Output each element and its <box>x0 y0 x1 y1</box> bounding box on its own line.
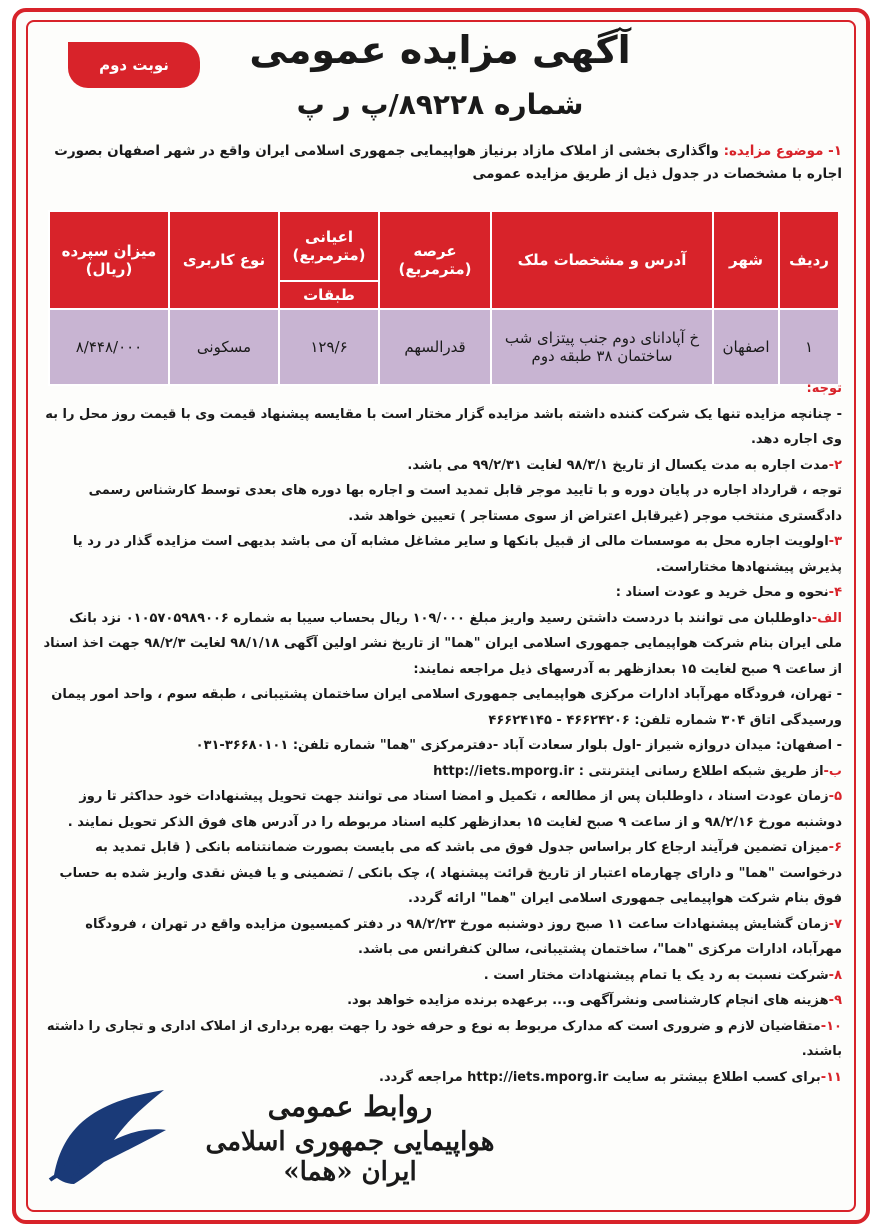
note-2-label: ۲- <box>828 457 842 473</box>
note-7-label: ۷- <box>828 916 842 932</box>
property-table <box>48 210 840 386</box>
header-ayani: اعیانی (مترمربع) <box>279 211 379 281</box>
note-5-label: ۵- <box>828 789 842 804</box>
cell-radif: ۱ <box>779 309 839 385</box>
note-10 <box>40 1014 842 1065</box>
notice-number: شماره ۸۹۲۲۸/پ ر پ <box>296 88 584 121</box>
cell-address: خ آپادانای دوم جنب پیتزای شب ساختمان ۳۸ طبقه دوم <box>491 309 713 385</box>
header-address: آدرس و مشخصات ملک <box>491 211 713 309</box>
note-3 <box>40 529 842 580</box>
subject-text: واگذاری بخشی از املاک مازاد برنیاز هواپیمایی جمهوری اسلامی ایران واقع در شهر اصفهان بصورت اجاره با مشخصات در جدول ذیل از طریق مزایده عمومی <box>54 143 842 182</box>
note-3-label: ۳- <box>828 534 842 549</box>
signature-line-2: هواپیمایی جمهوری اسلامی ایران «هما» <box>205 1127 495 1187</box>
note-alef-label: الف- <box>811 610 842 626</box>
note-2-text: مدت اجاره به مدت یکسال از تاریخ ۹۸/۳/۱ لغایت ۹۹/۲/۳۱ می باشد. <box>407 457 829 473</box>
header-city: شهر <box>713 211 779 309</box>
note-6-label: ۶- <box>828 840 842 855</box>
note-be-text: از طریق شبکه اطلاع رسانی اینترنتی : <box>578 763 824 779</box>
header-radif: ردیف <box>779 211 839 309</box>
note-8-label: ۸- <box>828 967 842 983</box>
note-be-label: ب- <box>823 763 842 779</box>
note-be <box>40 759 842 785</box>
note-6 <box>40 835 842 912</box>
note-11-text-a: برای کسب اطلاع بیشتر به سایت <box>612 1069 821 1085</box>
subject-label: ۱- موضوع مزایده: <box>723 143 842 159</box>
signature-block <box>180 1090 520 1187</box>
note-alef <box>40 606 842 683</box>
note-6-text: میزان تضمین فرآیند ارجاع کار براساس جدول فوق می باشد که می بایست بصورت ضمانتنامه بانکی ( قابل تمدید به درخواست "هما" و دارای چهارماه اعتبار از تاریخ قرائت پیشنهاد )، چک بانکی / تضمینی و یا فیش نقدی واریز شده به حساب فوق بنام شرکت هواپیمایی جمهوری اسلامی ایران "هما" ارائه گردد. <box>59 840 842 906</box>
note-11-text-b: مراجعه گردد. <box>379 1069 463 1085</box>
header-usage: نوع کاربری <box>169 211 279 309</box>
signature-line-1: روابط عمومی <box>267 1090 433 1123</box>
cell-deposit: ۸/۴۴۸/۰۰۰ <box>49 309 169 385</box>
round-badge: نوبت دوم <box>68 42 200 88</box>
note-10-label: ۱۰- <box>820 1018 842 1034</box>
iets-link-2[interactable]: http://iets.mporg.ir <box>467 1069 609 1085</box>
note-7-text: زمان گشایش پیشنهادات ساعت ۱۱ صبح روز دوشنبه مورخ ۹۸/۲/۲۳ در دفتر کمیسیون مزایده واقع در تهران ، فرودگاه مهرآباد، ادارات مرکزی "هما"، ساختمان پشتیبانی، سالن کنفرانس می باشد. <box>85 916 842 957</box>
homa-logo-icon <box>44 1080 176 1190</box>
note-4-text: نحوه و محل خرید و عودت اسناد : <box>615 585 829 600</box>
subject-paragraph <box>40 140 842 186</box>
note-1: - چنانچه مزایده تنها یک شرکت کننده داشته باشد مزایده گزار مختار است با مقایسه پیشنهاد قیمت وی با قیمت روز محل را به وی اجاره دهد. <box>45 406 842 447</box>
header-tabaghat: طبقات <box>279 281 379 309</box>
page-title: آگهی مزایده عمومی <box>249 28 631 72</box>
note-4-label: ۴- <box>828 585 842 600</box>
iets-link[interactable]: http://iets.mporg.ir <box>433 763 575 779</box>
note-2 <box>40 453 842 479</box>
note-7 <box>40 912 842 963</box>
notes-heading: توجه: <box>806 381 842 396</box>
note-9 <box>40 988 842 1014</box>
note-4 <box>40 580 842 606</box>
note-11-label: ۱۱- <box>820 1069 842 1085</box>
cell-ayani: ۱۲۹/۶ <box>279 309 379 385</box>
note-5 <box>40 784 842 835</box>
note-8 <box>40 963 842 989</box>
note-9-label: ۹- <box>828 993 842 1008</box>
note-tehran: - تهران، فرودگاه مهرآباد ادارات مرکزی هواپیمایی جمهوری اسلامی ایران ساختمان پشتیبانی ، طبقه سوم ، واحد امور پیمان ورسیدگی اتاق ۳۰۴ شماره تلفن: ۴۶۶۲۴۲۰۶ - ۴۶۶۲۴۱۴۵ <box>51 687 842 728</box>
note-10-text: متقاضیان لازم و ضروری است که مدارک مربوط به نوع و حرفه خود را جهت بهره برداری از املاک اداری و تجاری را داشته باشند. <box>46 1018 842 1059</box>
note-9-text: هزینه های انجام کارشناسی ونشرآگهی و... برعهده برنده مزایده خواهد بود. <box>347 993 829 1008</box>
cell-arse: قدرالسهم <box>379 309 491 385</box>
note-3-text: اولویت اجاره محل به موسسات مالی از قبیل بانکها و سایر مشاغل مشابه آن می باشد بدیهی است مزایده گذار در رد یا پذیرش پیشنهادها مختاراست. <box>72 534 842 575</box>
note-alef-text: داوطلبان می توانند با دردست داشتن رسید واریز مبلغ ۱۰۹/۰۰۰ ریال بحساب سیبا به شماره ۰۱۰۵۷۰۵۹۸۹۰۰۶ نزد بانک ملی ایران بنام شرکت هواپیمایی جمهوری اسلامی ایران "هما" از تاریخ نشر اولین آگهی ۹۸/۱/۱۸ لغایت ۹۸/۲/۳ جهت اخذ اسناد از ساعت ۹ صبح لغایت ۱۵ بعدازظهر به آدرسهای ذیل مراجعه نمایند: <box>43 610 842 677</box>
header-deposit: میزان سپرده (ریال) <box>49 211 169 309</box>
cell-city: اصفهان <box>713 309 779 385</box>
note-8-text: شرکت نسبت به رد یک یا تمام پیشنهادات مختار است . <box>483 967 829 983</box>
header-arse: عرصه (مترمربع) <box>379 211 491 309</box>
note-isfahan: - اصفهان: میدان دروازه شیراز -اول بلوار سعادت آباد -دفترمرکزی "هما" شماره تلفن: ۳۶۶۸۰۱۰۱-۰۳۱ <box>195 738 842 753</box>
note-5-text: زمان عودت اسناد ، داوطلبان پس از مطالعه ، تکمیل و امضا اسناد می توانند جهت تحویل پیشنهادات خود حداکثر تا روز دوشنبه مورخ ۹۸/۲/۱۶ و از ساعت ۹ صبح لغایت ۱۵ بعدازظهر کلیه اسناد مربوطه را در آدرس های فوق الذکر تحویل نمایند . <box>67 789 842 830</box>
notes-section <box>40 376 842 1090</box>
cell-usage: مسکونی <box>169 309 279 385</box>
table-row <box>49 309 839 385</box>
note-2b: توجه ، قرارداد اجاره در پایان دوره و با تایید موجر قابل تمدید است و اجاره بها دوره های بعدی توسط کارشناس رسمی دادگستری منتخب موجر (غیرقابل اعتراض از سوی مستاجر ) تعیین خواهد شد. <box>88 483 842 524</box>
